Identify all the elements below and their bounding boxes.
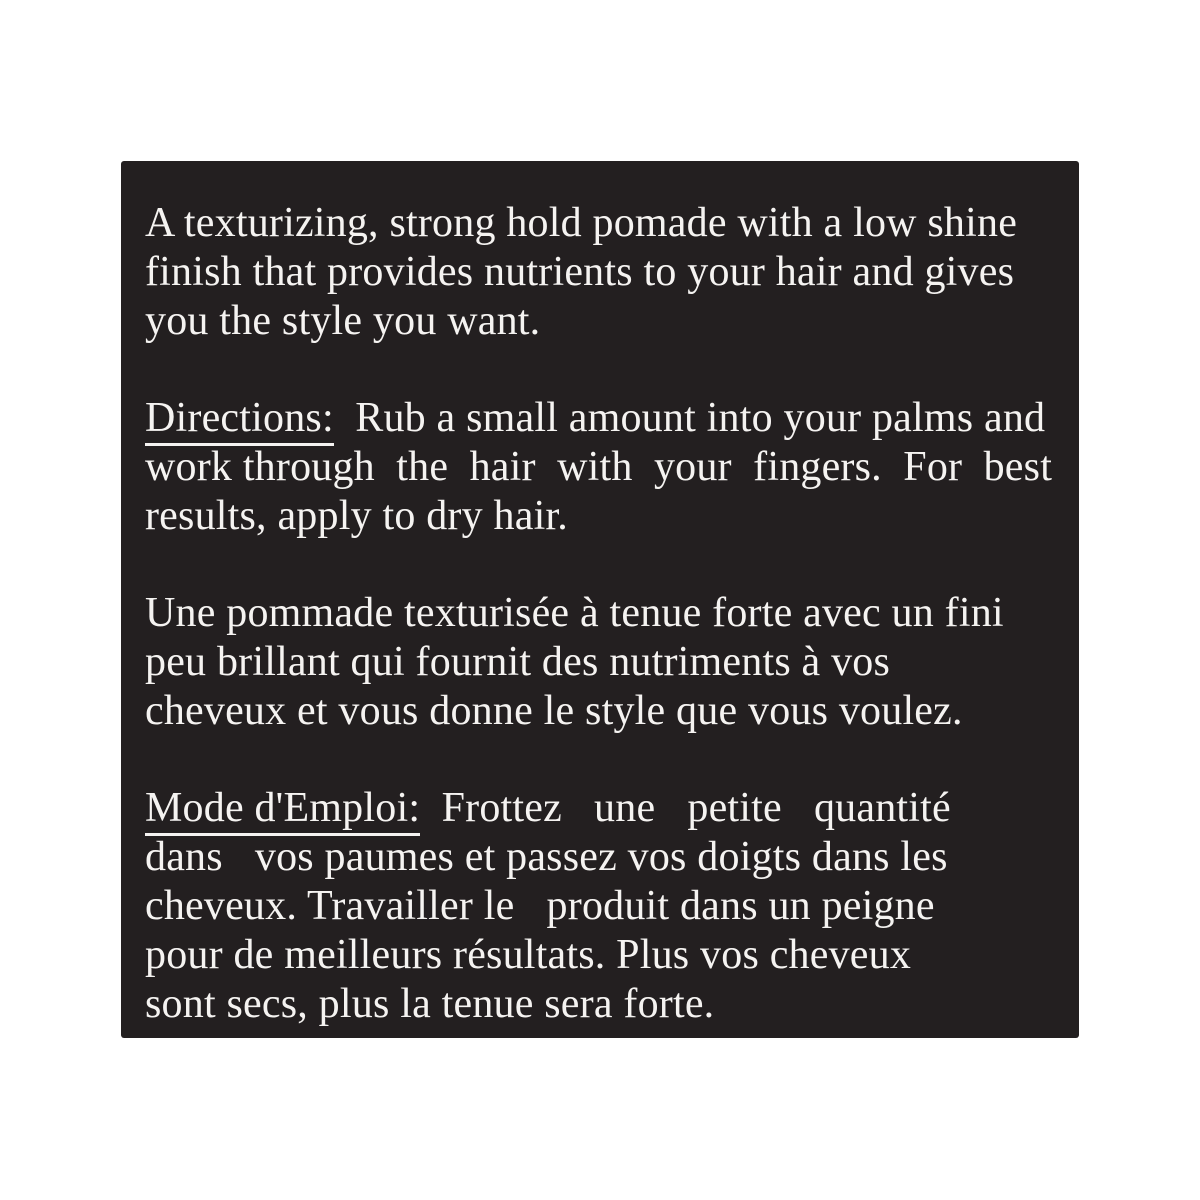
text-line: cheveux et vous donne le style que vous voulez. <box>145 688 963 734</box>
underlined-heading: Mode d'Emploi: <box>145 785 420 836</box>
text-line: you the style you want. <box>145 298 541 344</box>
text-line: finish that provides nutrients to your hair and gives <box>145 249 1015 295</box>
text-line: results, apply to dry hair. <box>145 493 569 539</box>
heading-rest-text: Rub a small amount into your palms and <box>333 395 1046 441</box>
paragraph-description-english <box>145 199 1055 346</box>
text-line: cheveux. Travailler le produit dans un peigne <box>145 883 935 929</box>
text-line: A texturizing, strong hold pomade with a low shine <box>145 200 1018 246</box>
text-line: work through the hair with your fingers. For best <box>145 444 1053 490</box>
paragraph-description-french <box>145 589 1055 736</box>
text-line <box>145 784 1055 833</box>
label-text <box>145 199 1055 1029</box>
underlined-heading: Directions: <box>145 395 334 446</box>
paragraph-directions-english <box>145 394 1055 541</box>
text-line: Une pommade texturisée à tenue forte avec un fini <box>145 590 1004 636</box>
text-line: pour de meilleurs résultats. Plus vos cheveux <box>145 932 912 978</box>
text-line: sont secs, plus la tenue sera forte. <box>145 981 715 1027</box>
text-line <box>145 394 1055 443</box>
text-line: peu brillant qui fournit des nutriments à vos <box>145 639 891 685</box>
product-label-panel <box>121 161 1079 1038</box>
paragraph-mode-demploi-french <box>145 784 1055 1029</box>
text-line: dans vos paumes et passez vos doigts dans les <box>145 834 948 880</box>
heading-rest-text: Frottez une petite quantité <box>420 785 951 831</box>
